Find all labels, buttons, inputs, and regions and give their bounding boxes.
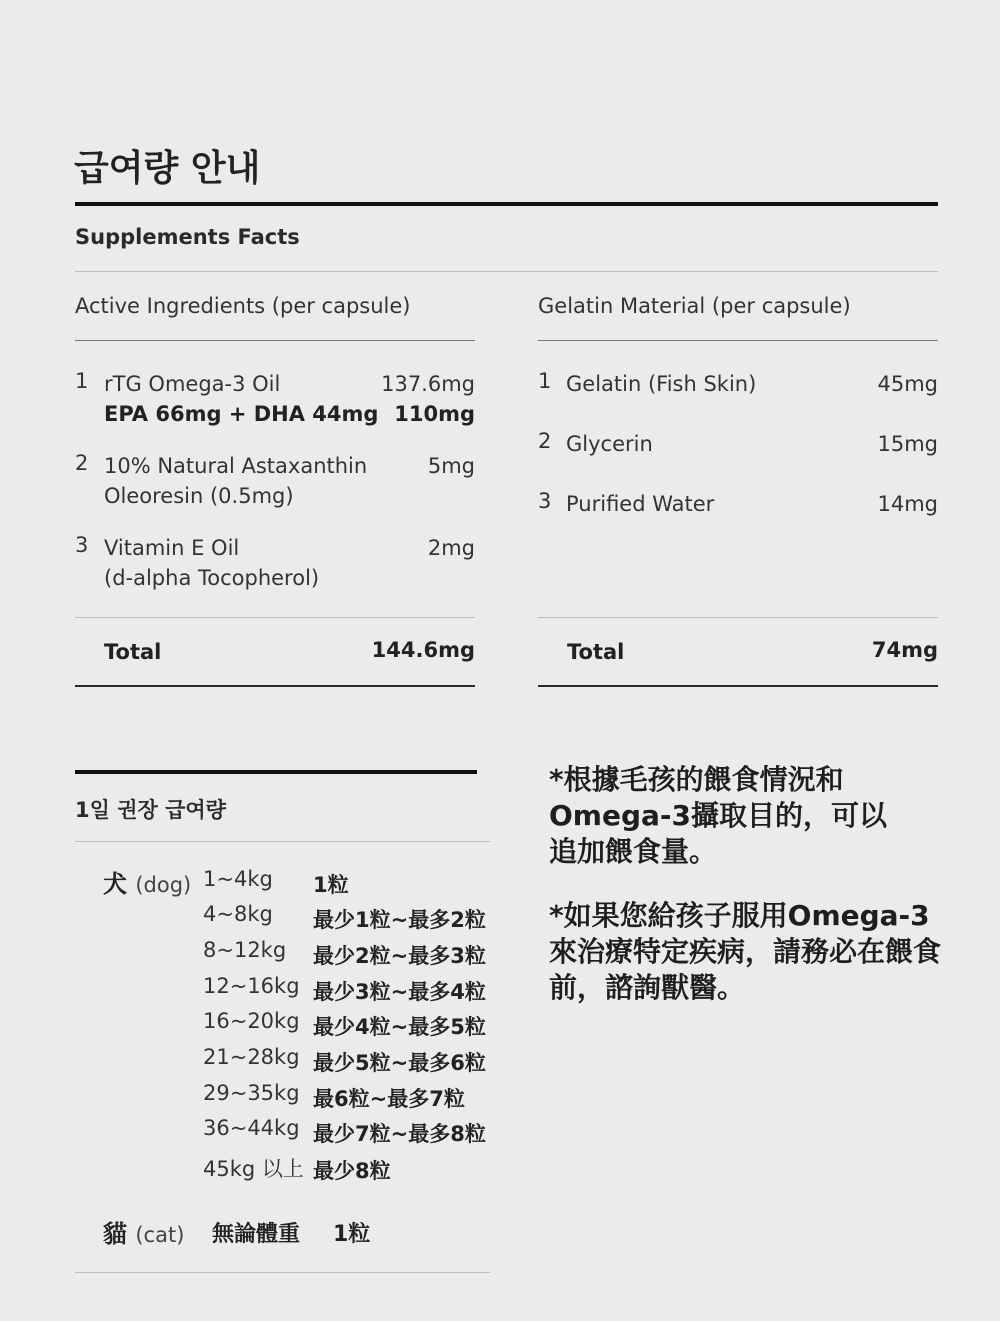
ingredient-name-line2: (d-alpha Tocopherol) (104, 566, 320, 590)
active-total-value: 144.6mg (371, 638, 475, 662)
ingredient-qty: 5mg (427, 454, 475, 478)
gelatin-qty: 14mg (877, 492, 938, 516)
ingredient-subqty: 110mg (394, 402, 475, 426)
cat-label (103, 1214, 184, 1249)
dose-weight: 16~20kg (203, 1009, 300, 1033)
dose-weight: 29~35kg (203, 1081, 300, 1105)
dog-label (103, 864, 191, 899)
item-number: 3 (538, 489, 552, 513)
ingredient-name-line2: Oleoresin (0.5mg) (104, 484, 294, 508)
dog-label-en: (dog) (135, 873, 192, 897)
supplements-facts-heading: Supplements Facts (75, 225, 300, 249)
ingredient-qty: 2mg (427, 536, 475, 560)
ingredient-name: Vitamin E Oil (104, 536, 240, 560)
gelatin-name: Purified Water (566, 492, 715, 516)
active-ingredients-header: Active Ingredients (per capsule) (75, 294, 411, 318)
note-line: 來治療特定疾病，請務必在餵食 (549, 935, 942, 968)
note-line: 追加餵食量。 (549, 835, 718, 868)
dog-label-cn: 犬 (103, 870, 127, 898)
dose-amount: 最少8粒 (313, 1159, 391, 1183)
divider (538, 617, 938, 618)
feeding-note-1 (549, 762, 887, 870)
gelatin-qty: 45mg (877, 372, 938, 396)
dose-weight: 36~44kg (203, 1116, 300, 1140)
cat-label-cn: 貓 (103, 1220, 127, 1248)
gelatin-qty: 15mg (877, 432, 938, 456)
dose-amount: 最少7粒~最多8粒 (313, 1122, 486, 1146)
dose-weight: 8~12kg (203, 938, 287, 962)
title-divider (75, 202, 938, 206)
gelatin-total-label: Total (567, 640, 625, 664)
active-total-label: Total (104, 640, 162, 664)
dose-amount: 最少2粒~最多3粒 (313, 944, 486, 968)
divider (75, 617, 475, 618)
divider (75, 841, 490, 842)
cat-label-en: (cat) (135, 1223, 185, 1247)
divider (75, 271, 938, 272)
cat-weight: 無論體重 (212, 1222, 301, 1247)
dose-amount: 最少5粒~最多6粒 (313, 1051, 486, 1075)
ingredient-qty: 137.6mg (381, 372, 475, 396)
divider (538, 685, 938, 687)
gelatin-total-value: 74mg (871, 638, 938, 662)
dose-amount: 1粒 (313, 873, 349, 897)
note-line: *如果您給孩子服用Omega-3 (549, 899, 930, 932)
dose-weight: 1~4kg (203, 867, 273, 891)
item-number: 2 (75, 451, 89, 475)
divider (75, 340, 475, 341)
note-line: 前，諮詢獸醫。 (549, 971, 746, 1004)
ingredient-name: 10% Natural Astaxanthin (104, 454, 368, 478)
gelatin-material-header: Gelatin Material (per capsule) (538, 294, 851, 318)
divider (538, 340, 938, 341)
feeding-note-2 (549, 898, 989, 1006)
note-line: *根據毛孩的餵食情況和 (549, 763, 844, 796)
dose-amount: 最6粒~最多7粒 (313, 1087, 465, 1111)
item-number: 3 (75, 533, 89, 557)
dose-weight: 45kg 以上 (203, 1157, 304, 1181)
gelatin-name: Gelatin (Fish Skin) (566, 372, 757, 396)
cat-amount: 1粒 (333, 1222, 371, 1247)
dose-divider (75, 770, 477, 774)
divider (75, 1272, 490, 1273)
item-number: 2 (538, 429, 552, 453)
dose-weight: 21~28kg (203, 1045, 300, 1069)
daily-dose-heading: 1일 권장 급여량 (75, 798, 226, 822)
dose-amount: 最少1粒~最多2粒 (313, 908, 486, 932)
item-number: 1 (538, 369, 552, 393)
dose-amount: 最少3粒~最多4粒 (313, 980, 486, 1004)
note-line: Omega-3攝取目的，可以 (549, 799, 888, 832)
ingredient-name: rTG Omega-3 Oil (104, 372, 281, 396)
page-title: 급여량 안내 (74, 148, 261, 189)
dose-weight: 4~8kg (203, 902, 273, 926)
ingredient-subname: EPA 66mg + DHA 44mg (104, 402, 379, 426)
item-number: 1 (75, 369, 89, 393)
gelatin-name: Glycerin (566, 432, 653, 456)
dose-amount: 最少4粒~最多5粒 (313, 1015, 486, 1039)
dose-weight: 12~16kg (203, 974, 300, 998)
divider (75, 685, 475, 687)
